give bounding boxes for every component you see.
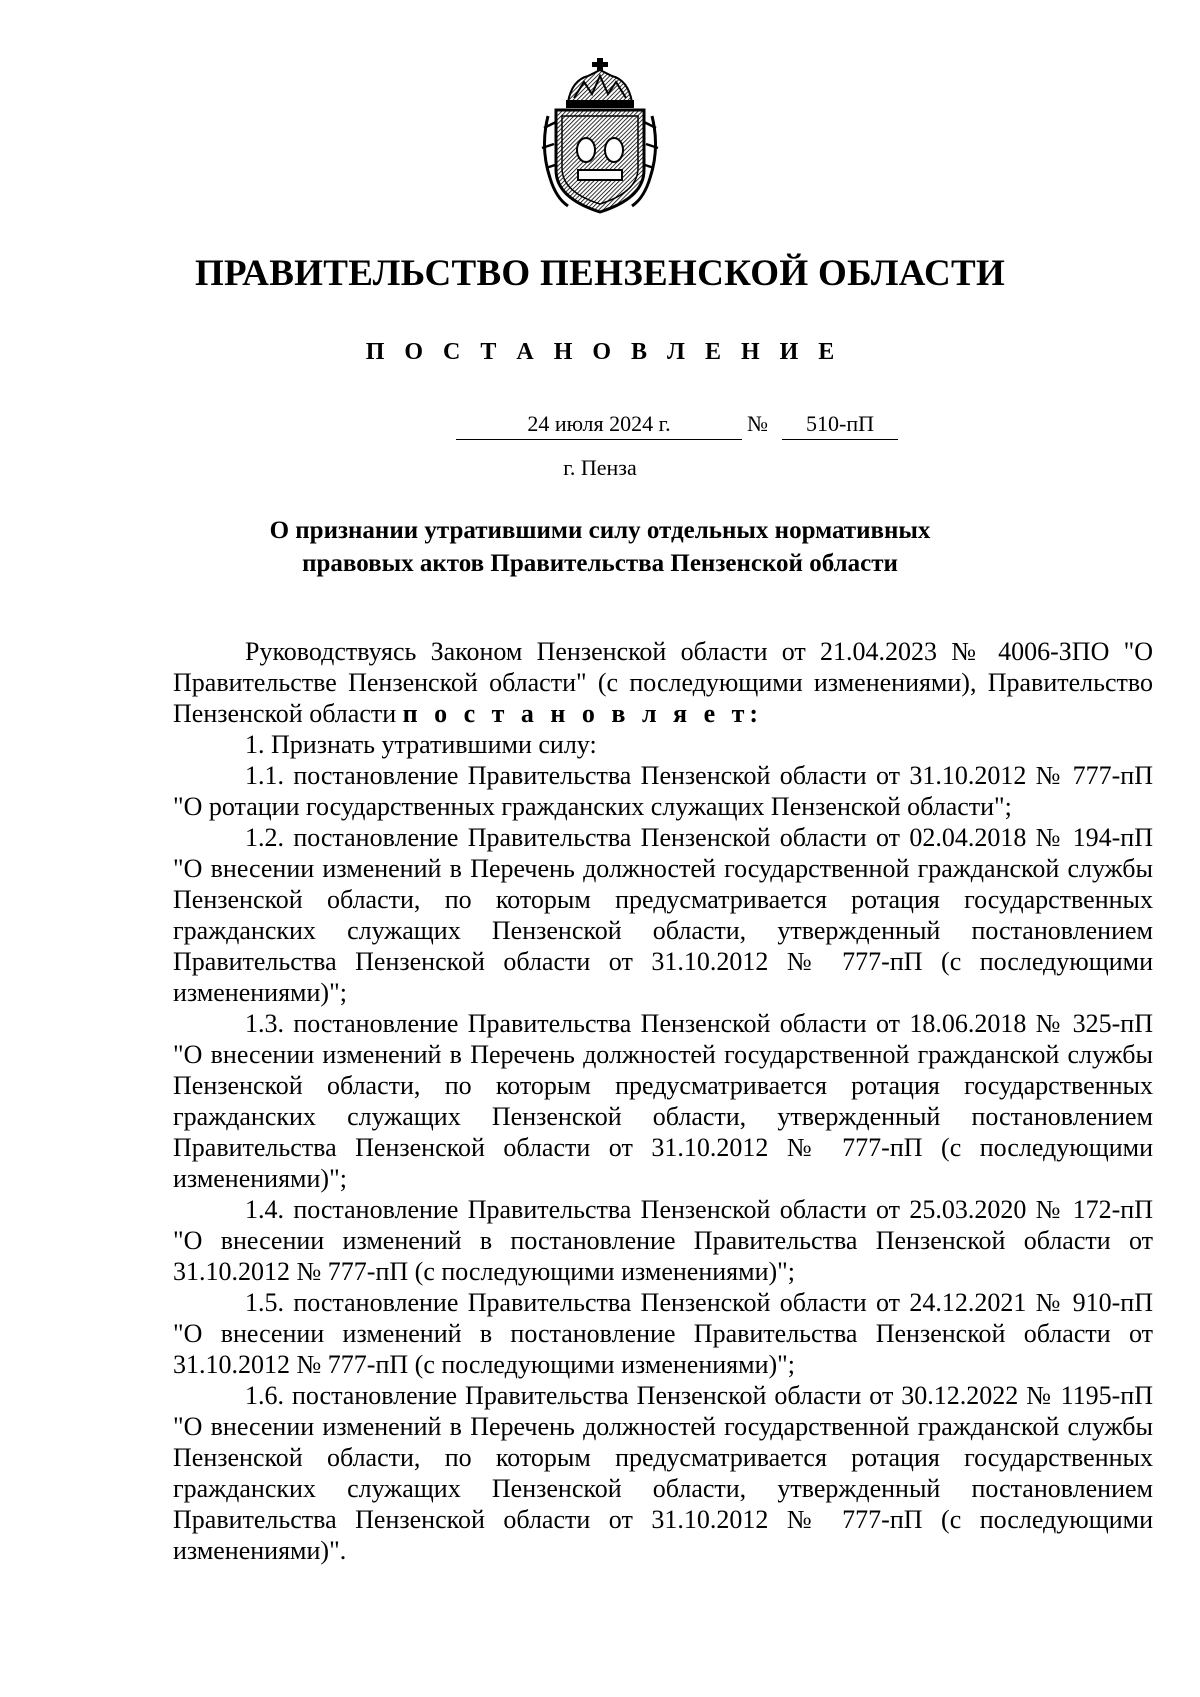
number-sign: № [747, 411, 768, 436]
government-title: ПРАВИТЕЛЬСТВО ПЕНЗЕНСКОЙ ОБЛАСТИ [194, 253, 1006, 294]
subject-line-2: правовых актов Правительства Пензенской области [302, 550, 898, 577]
document-body [173, 636, 1153, 1566]
city: г. Пенза [563, 455, 637, 480]
document-date: 24 июля 2024 г. [456, 409, 742, 440]
decree-word: п о с т а н о в л я е т: [402, 699, 764, 728]
item-1-6: 1.6. постановление Правительства Пензенской области от 30.12.2022 № 1195-пП "О внесении изменений в Перечень должностей государственной гражданской службы Пензенской области, по которым предусматривается ротация государственных гражданских служащих Пензенской области, утвержденный постановлением Правительства Пензенской области от 31.10.2012 № 777-пП (с последующими изменениями)". [173, 1381, 1153, 1565]
preamble-paragraph [173, 636, 1153, 729]
item-1-5: 1.5. постановление Правительства Пензенской области от 24.12.2021 № 910-пП "О внесении изменений в постановление Правительства Пензенской области от 31.10.2012 № 777-пП (с последующими изменениями)"; [173, 1288, 1153, 1379]
item-1-3: 1.3. постановление Правительства Пензенской области от 18.06.2018 № 325-пП "О внесении изменений в Перечень должностей государственной гражданской службы Пензенской области, по которым предусматривается ротация государственных гражданских служащих Пензенской области, утвержденный постановлением Правительства Пензенской области от 31.10.2012 № 777-пП (с последующими изменениями)"; [173, 1009, 1153, 1193]
date-number-line [0, 409, 1200, 441]
preamble-text: Руководствуясь Законом Пензенской области от 21.04.2023 № 4006-ЗПО "О Правительстве Пензенской области" (с последующими изменениями), Правительство Пензенской области [173, 637, 1153, 728]
document-subject [200, 514, 1000, 580]
document-type: П О С Т А Н О В Л Е Н И Е [365, 339, 842, 365]
item-1-4: 1.4. постановление Правительства Пензенской области от 25.03.2020 № 172-пП "О внесении изменений в постановление Правительства Пензенской области от 31.10.2012 № 777-пП (с последующими изменениями)"; [173, 1195, 1153, 1286]
item-1-2: 1.2. постановление Правительства Пензенской области от 02.04.2018 № 194-пП "О внесении изменений в Перечень должностей государственной гражданской службы Пензенской области, по которым предусматривается ротация государственных гражданских служащих Пензенской области, утвержденный постановлением Правительства Пензенской области от 31.10.2012 № 777-пП (с последующими изменениями)"; [173, 823, 1153, 1007]
item-1-1: 1.1. постановление Правительства Пензенской области от 31.10.2012 № 777-пП "О ротации государственных гражданских служащих Пензенской области"; [173, 761, 1153, 821]
subject-line-1: О признании утратившими силу отдельных нормативных [269, 517, 931, 544]
item-1: 1. Признать утратившими силу: [245, 730, 597, 759]
penza-coat-of-arms-icon [538, 58, 662, 214]
document-number: 510-пП [782, 409, 898, 440]
